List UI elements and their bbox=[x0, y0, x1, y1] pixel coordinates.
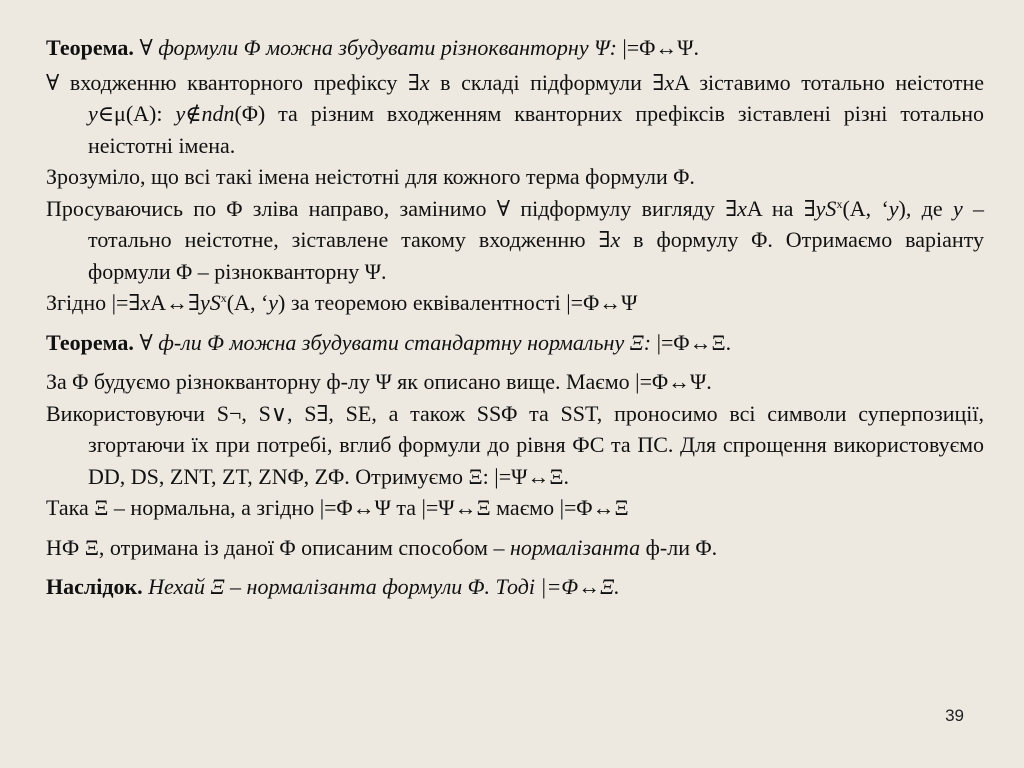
paragraph-4: Згідно $|=\exists xA\leftrightarrow\exists yS^x(A$, ‘y) за теоремою еквівалентності |=Φ↔Ψ bbox=[46, 290, 638, 315]
corollary bbox=[46, 571, 984, 603]
theorem-1-text: формули Φ можна збудувати різнокванторну Ψ: bbox=[158, 35, 617, 60]
corollary-label: Наслідок. bbox=[46, 574, 143, 599]
theorem-1 bbox=[46, 32, 984, 64]
theorem-2-formula: |=Φ↔Ξ. bbox=[656, 329, 732, 355]
theorem-2-label: Теорема. bbox=[46, 329, 134, 355]
paragraph-1: ∀ входженню кванторного префіксу ∃x в складі підформули ∃xA зіставимо тотально неістотне y∈μ(A): y∉ndn(Φ) та різним входженням кванторних префіксів зіставлені різні тотально неістотні імена. bbox=[46, 69, 985, 158]
paragraph-2: Зрозуміло, що всі такі імена неістотні для кожного терма формули Φ. bbox=[46, 164, 695, 189]
theorem-2 bbox=[46, 327, 984, 359]
paragraph-7: Така Ξ – нормальна, а згідно |=Φ↔Ψ та |=Ψ↔Ξ маємо |=Φ↔Ξ bbox=[46, 495, 629, 520]
theorem-1-forall: ∀ bbox=[139, 35, 153, 60]
theorem-1-label: Теорема. bbox=[46, 35, 134, 60]
paragraph-8: НФ Ξ, отримана із даної Φ описаним способом – нормалізанта ф-ли Φ. bbox=[46, 534, 718, 560]
paragraph-6: Використовуючи S¬, S∨, S∃, SE, а також SSΦ та SST, проносимо всі символи суперпозиції, згортаючи їх при потребі, вглиб формули до рівня ФС та ПС. Для спрощення використовуємо DD, DS, ZNT, ZT, ZNΦ, ZΦ. Отримуємо Ξ: |=Ψ↔Ξ. bbox=[46, 400, 984, 489]
paragraph-3: Просуваючись по Φ зліва направо, замінимо ∀ підформулу вигляду ∃xA на $\exists yS^x(A$, ‘y), де y – тотально неістотне, зіставлене такому входженню ∃x в формулу Φ. Отримаємо варіанту формули Φ – різнокванторну Ψ. bbox=[46, 195, 984, 284]
theorem-1-formula: |=Φ↔Ψ. bbox=[622, 35, 700, 60]
theorem-2-text: ф-ли Φ можна збудувати стандартну нормальну Ξ: bbox=[158, 329, 652, 355]
theorem-2-forall: ∀ bbox=[139, 329, 153, 355]
paragraph-5: За Φ будуємо різнокванторну ф-лу Ψ як описано вище. Маємо |=Φ↔Ψ. bbox=[46, 369, 712, 394]
slide-body bbox=[46, 32, 984, 603]
page-number: 39 bbox=[945, 706, 964, 725]
corollary-text: Нехай Ξ – нормалізанта формули Φ. Тоді |=Φ↔Ξ. bbox=[148, 574, 620, 599]
